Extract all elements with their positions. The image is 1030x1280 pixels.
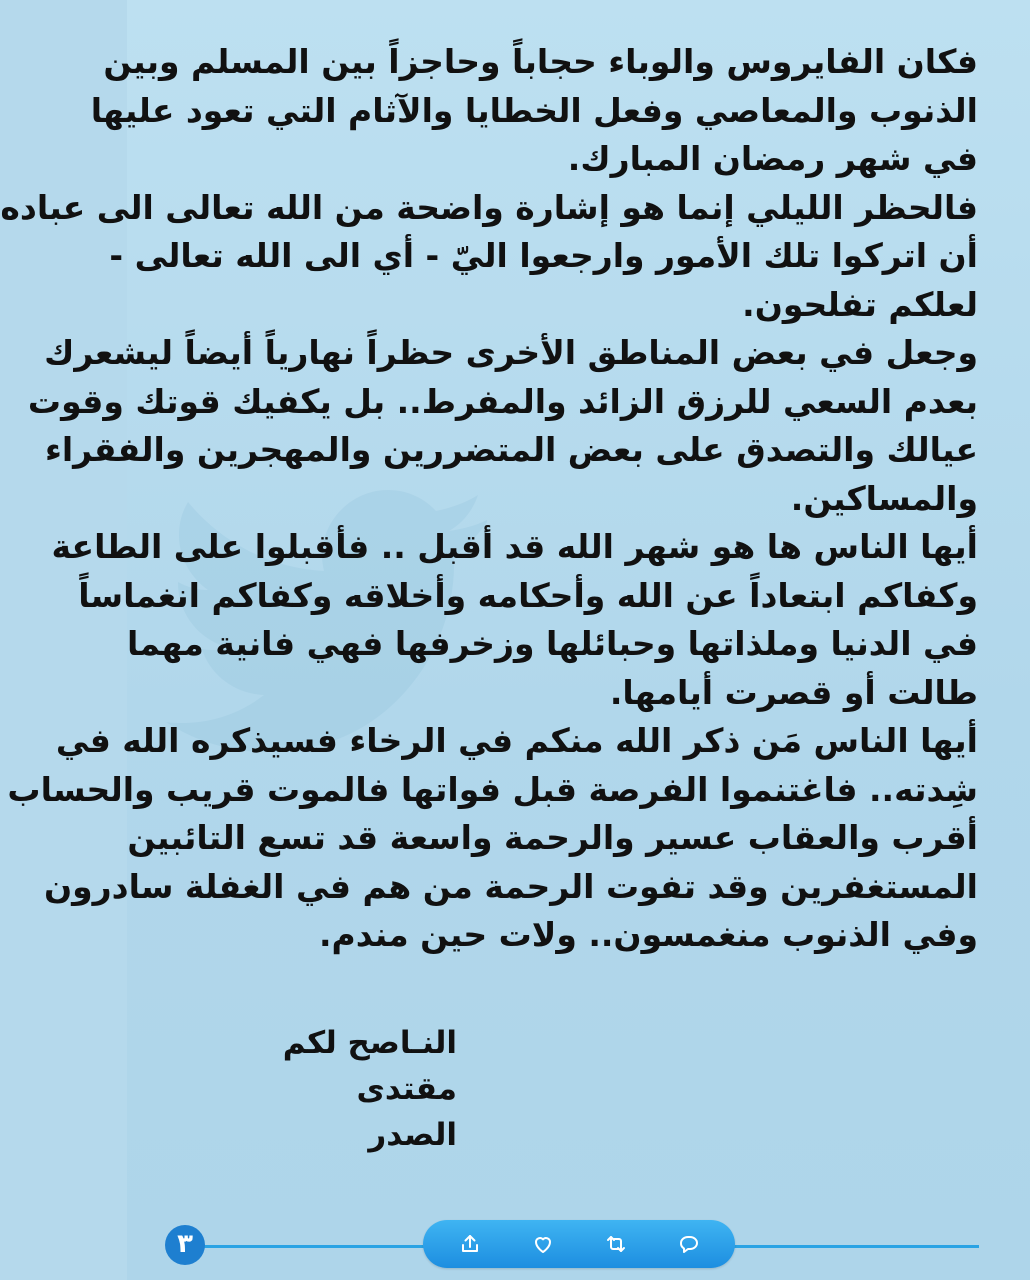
text-line: في شهر رمضان المبارك.: [567, 139, 978, 178]
text-line: عيالك والتصدق على بعض المتضررين والمهجرين والفقراء: [44, 430, 978, 469]
text-line: أيها الناس مَن ذكر الله منكم في الرخاء فسيذكره الله في: [55, 721, 978, 760]
text-line: فكان الفايروس والوباء حجاباً وحاجزاً بين المسلم وبين: [103, 42, 978, 81]
text-line: شِدته.. فاغتنموا الفرصة قبل فواتها فالموت قريب والحساب: [7, 769, 978, 809]
footer-bar: [127, 1218, 1030, 1274]
text-line: وكفاكم ابتعاداً عن الله وأحكامه وأخلاقه وكفاكم انغماساً: [78, 575, 978, 615]
like-icon[interactable]: [529, 1230, 557, 1258]
text-line: وفي الذنوب منغمسون.. ولات حين مندم.: [318, 915, 978, 954]
paragraph-2: [0, 184, 978, 330]
text-line: بعدم السعي للرزق الزائد والمفرط.. بل يكفيك قوتك وقوت: [27, 381, 978, 421]
text-line: أقرب والعقاب عسير والرحمة واسعة قد تسع التائبين: [127, 818, 978, 857]
paragraph-1: [90, 38, 978, 184]
text-line: أيها الناس ها هو شهر الله قد أقبل .. فأقبلوا على الطاعة: [51, 527, 978, 566]
text-line: فالحظر الليلي إنما هو إشارة واضحة من الله تعالى الى عباده: [0, 187, 978, 227]
signature-block: [277, 1020, 457, 1158]
tweet-actions-pill: [423, 1220, 735, 1268]
signature-line-advisor: النـاصح لكم: [282, 1025, 457, 1061]
signature-line-name: مقتدى الصدر: [356, 1071, 457, 1153]
paragraph-3: [27, 329, 978, 523]
text-line: طالت أو قصرت أيامها.: [609, 672, 978, 712]
reply-icon[interactable]: [675, 1230, 703, 1258]
text-line: والمساكين.: [790, 478, 978, 518]
page-number-badge: ٣: [165, 1225, 205, 1265]
text-line: وجعل في بعض المناطق الأخرى حظراً نهارياً أيضاً ليشعرك: [44, 333, 978, 372]
share-icon[interactable]: [456, 1230, 484, 1258]
retweet-icon[interactable]: [602, 1230, 630, 1258]
text-line: لعلكم تفلحون.: [742, 284, 978, 324]
letter-body: [0, 38, 978, 960]
text-line: في الدنيا وملذاتها وحبائلها وزخرفها فهي فانية مهما: [127, 624, 978, 663]
text-line: أن اتركوا تلك الأمور وارجعوا اليّ - أي الى الله تعالى -: [109, 236, 978, 275]
text-line: المستغفرين وقد تفوت الرحمة من هم في الغفلة سادرون: [43, 866, 978, 906]
text-line: الذنوب والمعاصي وفعل الخطايا والآثام التي تعود عليها: [90, 90, 978, 130]
paragraph-4: [51, 523, 978, 717]
paragraph-5: [7, 717, 978, 960]
